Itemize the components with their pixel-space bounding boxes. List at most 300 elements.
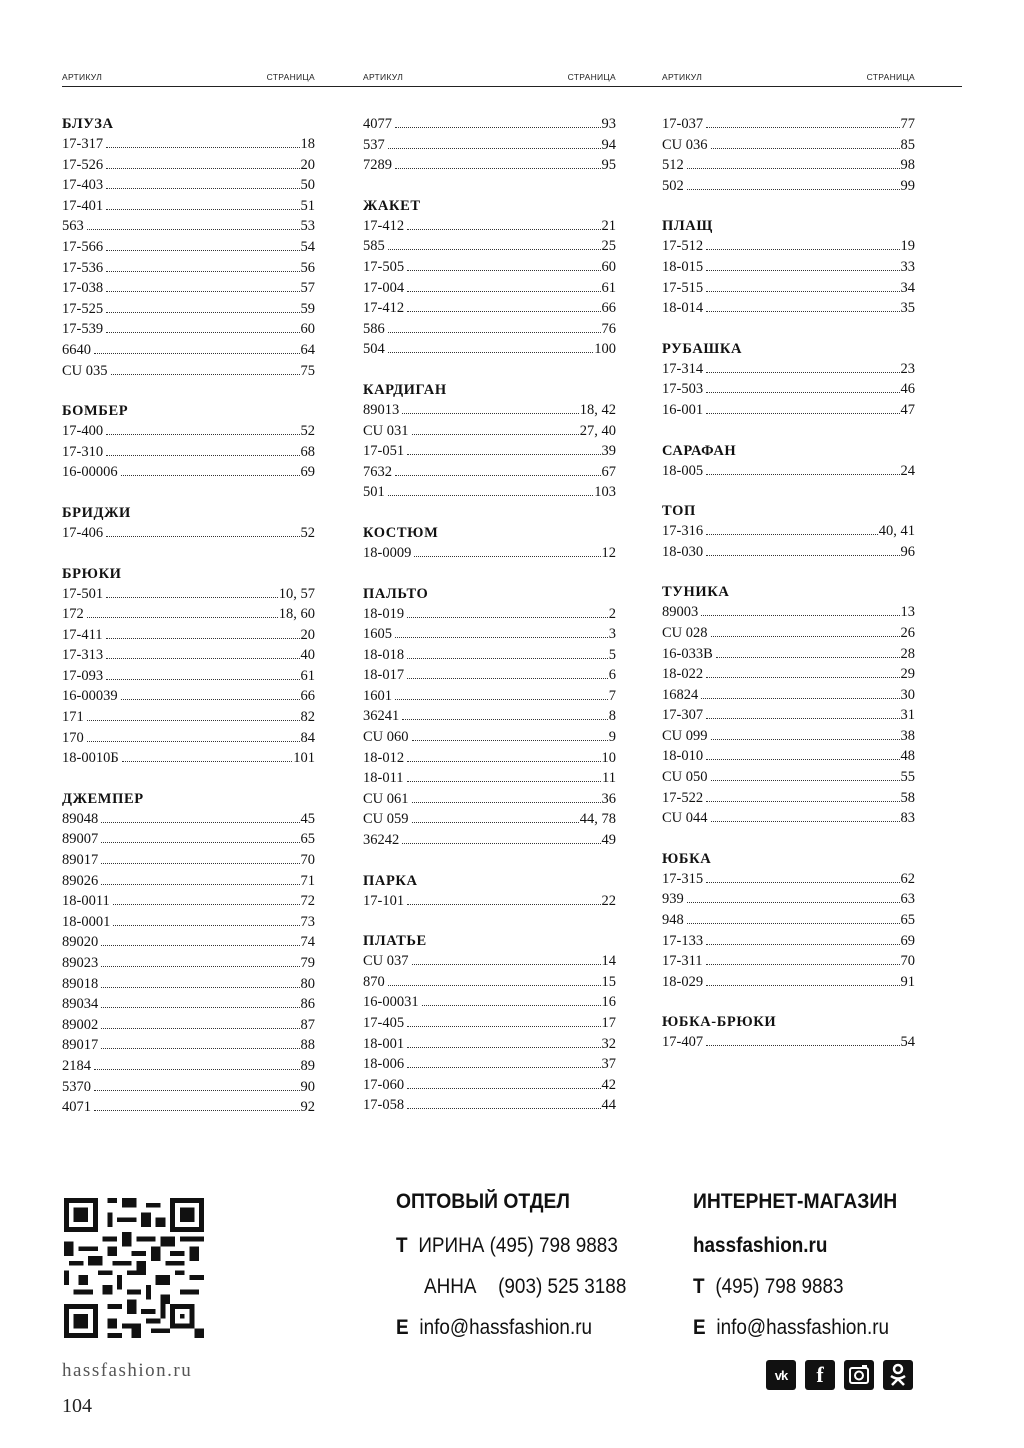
dot-leader [706, 372, 899, 373]
article-code: 89026 [62, 872, 99, 889]
index-entry[interactable] [363, 155, 616, 176]
index-entry[interactable] [363, 1013, 616, 1034]
dot-leader [388, 148, 601, 149]
index-entry[interactable] [62, 686, 315, 707]
page-ref: 52 [300, 423, 315, 440]
dot-leader [94, 1110, 300, 1111]
article-code: 17-536 [62, 259, 104, 276]
dot-leader [388, 352, 594, 353]
index-entry[interactable] [363, 339, 616, 360]
dot-leader [106, 597, 278, 598]
qr-code [64, 1198, 204, 1338]
article-code: 18-015 [662, 258, 704, 275]
article-code: 18-0001 [62, 913, 111, 930]
dot-leader [106, 291, 299, 292]
index-entry[interactable] [62, 175, 315, 196]
article-code: 17-525 [62, 300, 104, 317]
index-entry[interactable] [363, 604, 616, 625]
index-entry[interactable] [62, 829, 315, 850]
dot-leader [106, 658, 299, 659]
index-entry[interactable] [363, 1054, 616, 1075]
index-entry[interactable] [662, 257, 915, 278]
index-entry[interactable] [662, 521, 915, 542]
index-entry[interactable] [62, 625, 315, 646]
article-code: 18-0010Б [62, 750, 119, 767]
index-entry[interactable] [363, 482, 616, 503]
wholesale-email[interactable]: info@hassfashion.ru [419, 1316, 593, 1339]
index-entry[interactable] [363, 624, 616, 645]
shop-email[interactable]: info@hassfashion.ru [716, 1316, 890, 1339]
index-entry[interactable] [662, 278, 915, 299]
index-entry[interactable] [363, 400, 616, 421]
index-entry[interactable] [662, 705, 915, 726]
index-entry[interactable] [662, 602, 915, 623]
section-title: САРАФАН [662, 442, 737, 459]
index-section [363, 584, 616, 851]
index-entry[interactable] [363, 1034, 616, 1055]
index-entry[interactable] [662, 644, 915, 665]
index-entry[interactable] [662, 808, 915, 829]
dot-leader [113, 904, 300, 905]
article-code: 512 [662, 157, 684, 174]
index-entry[interactable] [662, 400, 915, 421]
page-ref: 22 [601, 892, 616, 909]
article-code: 17-038 [62, 280, 104, 297]
page-ref: 99 [900, 177, 915, 194]
index-entry[interactable] [62, 258, 315, 279]
shop-phone[interactable]: (495) 798 9883 [715, 1275, 844, 1298]
dot-leader [122, 761, 293, 762]
index-entry[interactable] [62, 155, 315, 176]
article-code: 5370 [62, 1078, 91, 1095]
dot-leader [94, 1090, 300, 1091]
article-code: CU 044 [662, 810, 708, 827]
article-code: 4077 [363, 116, 392, 132]
page-ref: 70 [300, 852, 315, 869]
article-code: 4071 [62, 1099, 91, 1116]
index-entry[interactable] [662, 114, 915, 135]
index-entry[interactable] [363, 135, 616, 156]
index-entry[interactable] [662, 623, 915, 644]
article-code: 17-004 [363, 279, 405, 296]
article-code: 17-505 [363, 258, 405, 275]
page-ref: 9 [608, 729, 616, 746]
dot-leader [706, 392, 899, 393]
article-code: 18-011 [363, 770, 404, 787]
index-entry[interactable] [62, 645, 315, 666]
page-ref: 14 [601, 953, 616, 970]
dot-leader [106, 679, 299, 680]
dot-leader [395, 168, 601, 169]
dot-leader [94, 1069, 300, 1070]
article-code: 18-001 [363, 1035, 405, 1052]
index-entry[interactable] [662, 236, 915, 257]
index-entry[interactable] [662, 746, 915, 767]
dot-leader [402, 719, 608, 720]
article-code: CU 061 [363, 790, 409, 807]
section-title: РУБАШКА [662, 340, 743, 357]
index-entry[interactable] [62, 707, 315, 728]
article-code: 504 [363, 341, 385, 358]
wholesale-contact-1[interactable]: ИРИНА (495) 798 9883 [418, 1234, 618, 1257]
index-entry[interactable] [363, 891, 616, 912]
index-entry[interactable] [62, 134, 315, 155]
article-code: 502 [662, 177, 684, 194]
shop-title: ИНТЕРНЕТ-МАГАЗИН [693, 1190, 898, 1213]
section-title: ТОП [662, 503, 696, 520]
dot-leader [87, 741, 300, 742]
index-entry[interactable] [662, 176, 915, 197]
vk-icon[interactable]: vk [766, 1360, 796, 1390]
index-entry[interactable] [62, 891, 315, 912]
dot-leader [106, 168, 299, 169]
index-section [662, 849, 915, 993]
index-entry[interactable] [363, 789, 616, 810]
index-entry[interactable] [363, 421, 616, 442]
index-entry[interactable] [662, 155, 915, 176]
index-entry[interactable] [363, 1095, 616, 1116]
wholesale-contact-2-phone[interactable]: (903) 525 3188 [498, 1275, 627, 1298]
index-entry[interactable] [662, 726, 915, 747]
dot-leader [706, 677, 899, 678]
dot-leader [407, 761, 600, 762]
index-entry[interactable] [662, 461, 915, 482]
article-code: CU 099 [662, 727, 708, 744]
index-entry[interactable] [363, 257, 616, 278]
dot-leader [101, 966, 299, 967]
index-entry[interactable] [363, 216, 616, 237]
dot-leader [706, 801, 899, 802]
page-ref: 93 [601, 116, 616, 132]
dot-leader [422, 1005, 601, 1006]
index-entry[interactable] [363, 706, 616, 727]
section-title: БЛУЗА [62, 116, 114, 132]
wholesale-email-line[interactable] [396, 1316, 592, 1340]
email-label: Е [693, 1316, 706, 1339]
index-entry[interactable] [62, 442, 315, 463]
index-entry[interactable] [62, 278, 315, 299]
page-ref: 73 [300, 913, 315, 930]
dot-leader [111, 374, 300, 375]
index-entry[interactable] [62, 196, 315, 217]
index-entry[interactable] [363, 462, 616, 483]
index-entry[interactable] [363, 768, 616, 789]
shop-url[interactable]: hassfashion.ru [693, 1234, 828, 1257]
index-section [662, 501, 915, 562]
page-ref: 69 [300, 464, 315, 481]
shop-email-line[interactable] [693, 1316, 889, 1340]
index-entry[interactable] [62, 462, 315, 483]
dot-leader [101, 822, 299, 823]
index-entry[interactable] [662, 135, 915, 156]
article-code: 89020 [62, 934, 99, 951]
page-ref: 7 [608, 687, 616, 704]
page-ref: 61 [601, 279, 616, 296]
header-article-label: АРТИКУЛ [662, 72, 703, 82]
index-entry[interactable] [363, 114, 616, 135]
index-entry[interactable] [363, 830, 616, 851]
article-code: 1605 [363, 626, 392, 643]
instagram-icon[interactable] [844, 1360, 874, 1390]
article-code: 89017 [62, 852, 99, 869]
index-entry[interactable] [363, 992, 616, 1013]
page-ref: 94 [601, 136, 616, 153]
index-entry[interactable] [62, 748, 315, 769]
page-ref: 45 [300, 810, 315, 827]
page-ref: 34 [900, 279, 915, 296]
odnoklassniki-icon[interactable] [883, 1360, 913, 1390]
page-ref: 91 [900, 973, 915, 990]
index-entry[interactable] [62, 1015, 315, 1036]
index-entry[interactable] [62, 1056, 315, 1077]
index-entry[interactable] [62, 340, 315, 361]
dot-leader [706, 985, 899, 986]
index-entry[interactable] [62, 584, 315, 605]
dot-leader [106, 455, 299, 456]
page-ref: 50 [300, 177, 315, 194]
index-entry[interactable] [62, 912, 315, 933]
index-entry[interactable] [363, 319, 616, 340]
index-column-2 [363, 114, 616, 1136]
page-ref: 39 [601, 443, 616, 460]
section-title: ПАРКА [363, 872, 418, 889]
page-ref: 74 [300, 934, 315, 951]
page-ref: 70 [900, 953, 915, 970]
index-entry[interactable] [62, 361, 315, 382]
dot-leader [407, 1067, 600, 1068]
index-entry[interactable] [363, 686, 616, 707]
index-section [363, 196, 616, 360]
index-entry[interactable] [363, 665, 616, 686]
page-ref: 51 [300, 197, 315, 214]
index-entry[interactable] [62, 850, 315, 871]
index-entry[interactable] [363, 543, 616, 564]
article-code: 17-313 [62, 647, 104, 664]
index-entry[interactable] [662, 869, 915, 890]
index-section [363, 523, 616, 564]
article-code: 89018 [62, 975, 99, 992]
index-entry[interactable] [662, 1032, 915, 1053]
index-entry[interactable] [363, 645, 616, 666]
dot-leader [407, 1026, 600, 1027]
index-entry[interactable] [62, 523, 315, 544]
index-entry[interactable] [363, 748, 616, 769]
index-entry[interactable] [662, 685, 915, 706]
index-entry[interactable] [363, 809, 616, 830]
index-entry[interactable] [662, 931, 915, 952]
index-entry[interactable] [62, 1077, 315, 1098]
page-ref: 52 [300, 524, 315, 541]
section-title: ТУНИКА [662, 584, 730, 601]
page-ref: 95 [601, 157, 616, 174]
article-code: 563 [62, 218, 84, 235]
page-ref: 48 [900, 748, 915, 765]
page-ref: 53 [300, 218, 315, 235]
article-code: 585 [363, 238, 385, 255]
dot-leader [395, 699, 608, 700]
dot-leader [106, 250, 299, 251]
shop-phone-line[interactable] [693, 1275, 844, 1299]
page-ref: 65 [300, 831, 315, 848]
dot-leader [106, 434, 299, 435]
index-entry[interactable] [62, 1035, 315, 1056]
index-entry[interactable] [662, 664, 915, 685]
site-url[interactable]: hassfashion.ru [62, 1360, 193, 1381]
index-entry[interactable] [363, 972, 616, 993]
dot-leader [407, 678, 608, 679]
index-entry[interactable] [62, 994, 315, 1015]
dot-leader [687, 168, 900, 169]
page-ref: 23 [900, 360, 915, 377]
index-entry[interactable] [363, 236, 616, 257]
article-code: 89002 [62, 1016, 99, 1033]
page-ref: 11 [602, 770, 616, 787]
dot-leader [106, 312, 299, 313]
index-section [363, 931, 616, 1116]
dot-leader [101, 987, 299, 988]
dot-leader [395, 475, 601, 476]
section-title: ПЛАЩ [662, 218, 713, 235]
index-column-1 [62, 114, 315, 1138]
dot-leader [412, 822, 579, 823]
index-entry[interactable] [363, 1075, 616, 1096]
dot-leader [706, 944, 899, 945]
page-ref: 58 [900, 789, 915, 806]
wholesale-contact-2-name: АННА [424, 1275, 477, 1298]
page-ref: 72 [300, 893, 315, 910]
article-code: 18-022 [662, 666, 704, 683]
page-ref: 66 [601, 300, 616, 317]
section-title: КОСТЮМ [363, 524, 439, 541]
article-code: 18-005 [662, 462, 704, 479]
article-code: 17-058 [363, 1097, 405, 1114]
page-ref: 65 [900, 912, 915, 929]
article-code: 18-018 [363, 646, 405, 663]
index-entry[interactable] [662, 910, 915, 931]
page-ref: 76 [601, 320, 616, 337]
index-entry[interactable] [662, 379, 915, 400]
page-ref: 40 [300, 647, 315, 664]
page-ref: 98 [900, 157, 915, 174]
index-entry[interactable] [662, 889, 915, 910]
page-ref: 96 [900, 543, 915, 560]
page-ref: 103 [594, 484, 616, 501]
section-title: ЮБКА-БРЮКИ [662, 1014, 777, 1031]
index-entry[interactable] [662, 767, 915, 788]
wholesale-phone-2[interactable] [424, 1275, 626, 1299]
index-entry[interactable] [662, 788, 915, 809]
page-ref: 54 [300, 238, 315, 255]
index-entry[interactable] [363, 278, 616, 299]
dot-leader [101, 842, 299, 843]
page-ref: 16 [601, 994, 616, 1011]
section-title: ЮБКА [662, 850, 712, 867]
article-code: 18-0011 [62, 893, 110, 910]
article-code: 18-006 [363, 1056, 405, 1073]
index-entry[interactable] [62, 809, 315, 830]
index-entry[interactable] [62, 953, 315, 974]
page-ref: 88 [300, 1037, 315, 1054]
page-ref: 44, 78 [579, 811, 616, 828]
article-code: 18-010 [662, 748, 704, 765]
index-section [662, 441, 915, 482]
dot-leader [706, 249, 899, 250]
index-entry[interactable] [62, 932, 315, 953]
dot-leader [87, 720, 300, 721]
index-entry[interactable] [62, 871, 315, 892]
article-code: 537 [363, 136, 385, 153]
index-entry[interactable] [662, 359, 915, 380]
index-entry[interactable] [62, 604, 315, 625]
index-entry[interactable] [62, 319, 315, 340]
facebook-icon[interactable]: f [805, 1360, 835, 1390]
article-code: CU 037 [363, 953, 409, 970]
index-entry[interactable] [363, 951, 616, 972]
page-ref: 10, 57 [278, 585, 315, 602]
dot-leader [706, 882, 899, 883]
page-ref: 90 [300, 1078, 315, 1095]
index-entry[interactable] [662, 972, 915, 993]
index-entry[interactable] [62, 974, 315, 995]
index-entry[interactable] [363, 298, 616, 319]
index-section [62, 503, 315, 544]
article-code: 89013 [363, 401, 400, 418]
dot-leader [711, 636, 900, 637]
header-page-label: СТРАНИЦА [266, 72, 315, 82]
dot-leader [706, 127, 899, 128]
article-code: 17-101 [363, 892, 405, 909]
page-ref: 12 [601, 544, 616, 561]
index-entry[interactable] [62, 728, 315, 749]
page-ref: 71 [300, 872, 315, 889]
index-entry[interactable] [363, 441, 616, 462]
index-entry[interactable] [62, 1097, 315, 1118]
article-code: 17-310 [62, 443, 104, 460]
page-ref: 15 [601, 973, 616, 990]
index-entry[interactable] [62, 666, 315, 687]
article-code: 171 [62, 709, 84, 726]
index-entry[interactable] [62, 421, 315, 442]
index-entry[interactable] [62, 237, 315, 258]
article-code: 89007 [62, 831, 99, 848]
index-entry[interactable] [363, 727, 616, 748]
article-code: 17-515 [662, 279, 704, 296]
page-ref: 69 [900, 932, 915, 949]
index-entry[interactable] [62, 299, 315, 320]
article-code: 89034 [62, 996, 99, 1013]
dot-leader [706, 291, 899, 292]
page-ref: 67 [601, 463, 616, 480]
dot-leader [106, 638, 300, 639]
page-ref: 82 [300, 709, 315, 726]
article-code: 17-315 [662, 870, 704, 887]
page-ref: 20 [300, 156, 315, 173]
page-ref: 5 [608, 646, 616, 663]
dot-leader [716, 657, 900, 658]
page-ref: 89 [300, 1057, 315, 1074]
index-entry[interactable] [662, 298, 915, 319]
article-code: 89003 [662, 604, 699, 621]
page-ref: 37 [601, 1056, 616, 1073]
dot-leader [706, 1045, 899, 1046]
page-ref: 77 [900, 116, 915, 132]
article-code: 17-503 [662, 381, 704, 398]
index-entry[interactable] [662, 951, 915, 972]
index-entry[interactable] [662, 542, 915, 563]
index-entry[interactable] [62, 216, 315, 237]
wholesale-phone-1[interactable] [396, 1234, 618, 1258]
index-section [62, 564, 315, 769]
